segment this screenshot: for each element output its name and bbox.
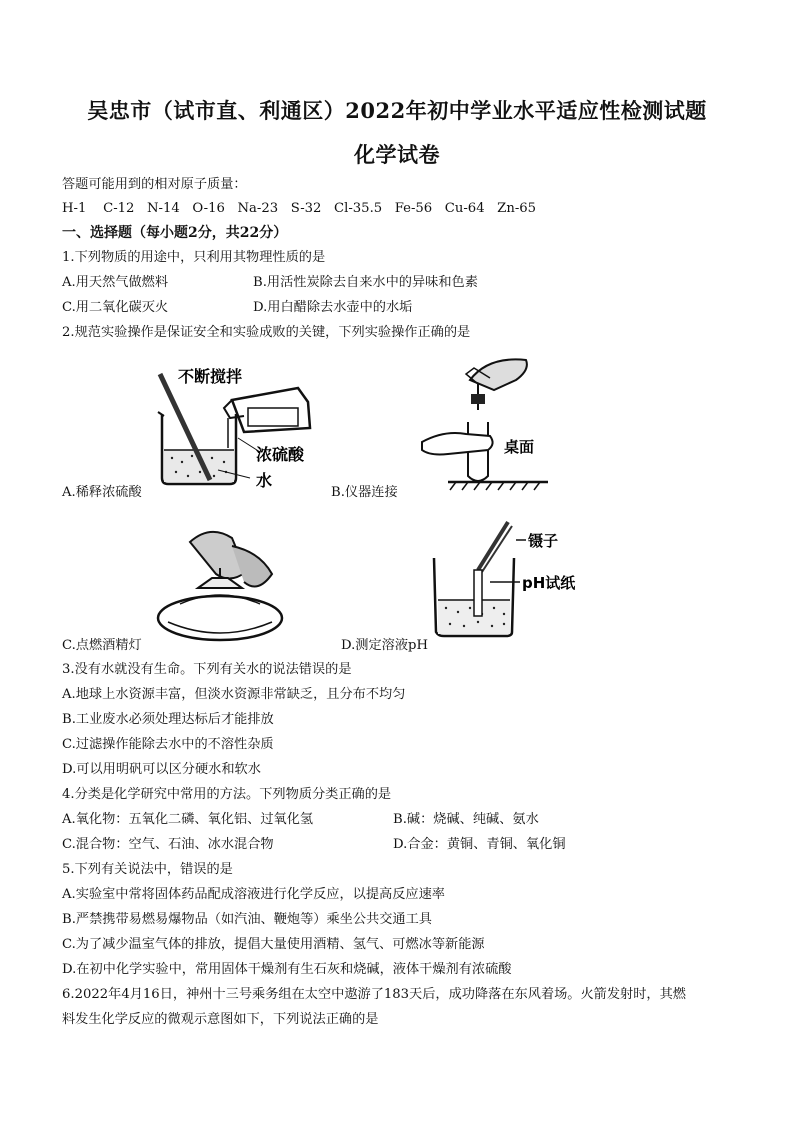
q2-stem: 2.规范实验操作是保证安全和实验成败的关键，下列实验操作正确的是	[62, 325, 471, 340]
q6-stem-line2: 料发生化学反应的微观示意图如下，下列说法正确的是	[62, 1012, 379, 1027]
q3-option-a: A.地球上水资源丰富，但淡水资源非常缺乏，且分布不均匀	[62, 687, 406, 702]
q2-option-b: B.仪器连接	[331, 485, 398, 500]
q4-option-d: D.合金：黄铜、青铜、氧化铜	[393, 837, 566, 852]
figure-instrument-connect	[408, 350, 568, 492]
fig-b-table-label: 桌面	[504, 438, 535, 456]
atomic-mass-label: 答题可能用到的相对原子质量：	[62, 177, 247, 192]
q3-stem: 3.没有水就没有生命。下列有关水的说法错误的是	[62, 662, 352, 677]
fig-a-water-label: 水	[256, 471, 273, 490]
exam-title: 吴忠市（试市直、利通区）2022年初中学业水平适应性检测试题	[87, 98, 707, 123]
figure-ph-test	[430, 518, 580, 638]
fig-a-acid-label: 浓硫酸	[256, 445, 305, 464]
q1-option-a: A.用天然气做燃料	[62, 275, 169, 290]
figure-alcohol-lamp	[150, 522, 290, 644]
fig-d-tweezers-label: 镊子	[528, 532, 559, 550]
fig-a-stir-label: 不断搅拌	[178, 367, 243, 386]
q4-option-c: C.混合物：空气、石油、冰水混合物	[62, 837, 274, 852]
q2-option-d: D.测定溶液pH	[341, 638, 428, 653]
q4-stem: 4.分类是化学研究中常用的方法。下列物质分类正确的是	[62, 787, 392, 802]
section-heading: 一、选择题（每小题2分，共22分）	[62, 225, 288, 241]
q5-option-a: A.实验室中常将固体药品配成溶液进行化学反应，以提高反应速率	[62, 887, 445, 902]
atomic-mass-list: H-1 C-12 N-14 O-16 Na-23 S-32 Cl-35.5 Fe-56 Cu-64 Zn-65	[62, 201, 537, 216]
q5-option-b: B.严禁携带易燃易爆物品（如汽油、鞭炮等）乘坐公共交通工具	[62, 912, 432, 927]
exam-subtitle: 化学试卷	[354, 142, 440, 167]
q5-stem: 5.下列有关说法中，错误的是	[62, 862, 233, 877]
q6-stem-line1: 6.2022年4月16日，神州十三号乘务组在太空中遨游了183天后，成功降落在东风着场。火箭发射时，其燃	[62, 987, 686, 1002]
q5-option-c: C.为了减少温室气体的排放，提倡大量使用酒精、氢气、可燃冰等新能源	[62, 937, 485, 952]
q4-option-a: A.氧化物：五氧化二磷、氧化铝、过氧化氢	[62, 812, 314, 827]
fig-d-paper-label: pH试纸	[522, 574, 576, 592]
q1-option-c: C.用二氧化碳灭火	[62, 300, 169, 315]
q2-option-c: C.点燃酒精灯	[62, 638, 142, 653]
q1-option-d: D.用白醋除去水壶中的水垢	[253, 300, 413, 315]
q4-option-b: B.碱：烧碱、纯碱、氨水	[393, 812, 539, 827]
q1-stem: 1.下列物质的用途中，只利用其物理性质的是	[62, 250, 326, 265]
figure-dilute-acid	[148, 352, 328, 492]
q5-option-d: D.在初中化学实验中，常用固体干燥剂有生石灰和烧碱，液体干燥剂有浓硫酸	[62, 962, 512, 977]
q2-option-a: A.稀释浓硫酸	[62, 485, 142, 500]
q1-option-b: B.用活性炭除去自来水中的异味和色素	[253, 275, 478, 290]
q3-option-d: D.可以用明矾可以区分硬水和软水	[62, 762, 261, 777]
q3-option-c: C.过滤操作能除去水中的不溶性杂质	[62, 737, 274, 752]
q3-option-b: B.工业废水必须处理达标后才能排放	[62, 712, 274, 727]
